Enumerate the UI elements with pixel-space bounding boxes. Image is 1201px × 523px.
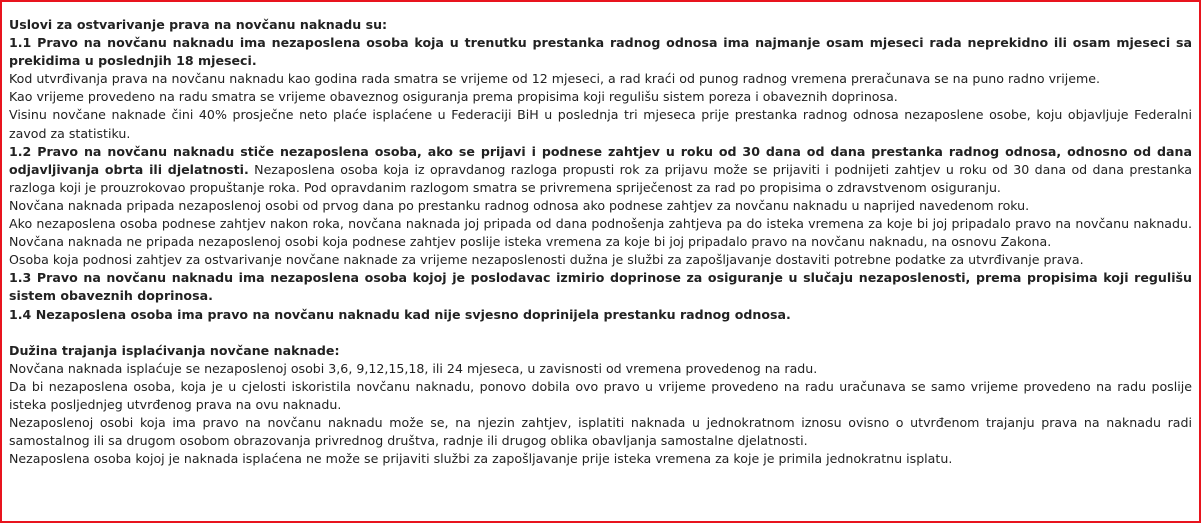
paragraph-required-data: Osoba koja podnosi zahtjev za ostvarivanje novčane naknade za vrijeme nezaposlenosti dužna je službi za zapošljavanje dostaviti potrebne podatke za utvrđivanje prava. bbox=[9, 252, 1084, 268]
condition-1-4: 1.4 Nezaposlena osoba ima pravo na novčanu naknadu kad nije svjesno doprinijela prestanku radnog odnosa. bbox=[9, 306, 791, 322]
condition-1-1: 1.1 Pravo na novčanu naknadu ima nezaposlena osoba koja u trenutku prestanka radnog odnosa ima najmanje osam mjeseci rada neprekidno ili osam mjeseci sa prekidima u poslednjih 18 mjeseci. bbox=[9, 35, 1192, 69]
paragraph-first-day: Novčana naknada pripada nezaposlenoj osobi od prvog dana po prestanku radnog odnosa ako podnese zahtjev za novčanu naknadu u naprijed navedenom roku. bbox=[9, 197, 1030, 213]
paragraph-lump-sum-restriction: Nezaposlena osoba kojoj je naknada isplaćena ne može se prijaviti službi za zapošljavanje prije isteka vremena za koje je primila jednokratnu isplatu. bbox=[9, 451, 953, 467]
paragraph-year-of-work: Kod utvrđivanja prava na novčanu naknadu kao godina rada smatra se vrijeme od 12 mjeseci, a rad kraći od punog radnog vremena preračunava se na puno radno vrijeme. bbox=[9, 71, 1100, 87]
paragraph-duration-months: Novčana naknada isplaćuje se nezaposlenoj osobi 3,6, 9,12,15,18, ili 24 mjeseca, u zavisnosti od vremena provedenog na radu. bbox=[9, 360, 818, 376]
paragraph-renewed-right: Da bi nezaposlena osoba, koja je u cjelosti iskoristila novčanu naknadu, ponovo dobila ovo pravo u vrijeme provedeno na radu uračunava se samo vrijeme provedeno na radu poslije isteka posljednjeg utvrđenog prava na ovu naknadu. bbox=[9, 378, 1192, 412]
document-body bbox=[9, 16, 1192, 468]
paragraph-insurance-time: Kao vrijeme provedeno na radu smatra se vrijeme obaveznog osiguranja prema propisima koji regulišu sistem poreza i obaveznih doprinosa. bbox=[9, 89, 898, 105]
condition-1-2-details: Nezaposlena osoba koja iz opravdanog razloga propusti rok za prijavu može se prijaviti i podnijeti zahtjev u roku od 30 dana od dana prestanka razloga koji je prouzrokovao propuštanje roka. Pod opravdanim razlogom smatra se privremena spriječenost za rad po propisima o zdravstvenom osiguranju. bbox=[9, 161, 1192, 195]
section-heading-conditions: Uslovi za ostvarivanje prava na novčanu naknadu su: bbox=[9, 17, 388, 32]
condition-1-2: 1.2 Pravo na novčanu naknadu stiče nezaposlena osoba, ako se prijavi i podnese zahtjev u roku od 30 dana od dana prestanka radnog odnosa, odnosno od dana odjavljivanja obrta ili djelatnosti. bbox=[9, 143, 1192, 177]
paragraph-late-request: Ako nezaposlena osoba podnese zahtjev nakon roka, novčana naknada joj pripada od dana podnošenja zahtjeva pa do isteka vremena za koje bi joj pripadalo pravo na novčanu naknadu. Novčana naknada ne pripada nezaposlenoj osobi koja podnese zahtjev poslije isteka vremena za koje bi joj pripadalo pravo na novčanu naknadu, na osnovu Zakona. bbox=[9, 216, 1192, 250]
paragraph-lump-sum: Nezaposlenoj osobi koja ima pravo na novčanu naknadu može se, na njezin zahtjev, isplatiti naknada u jednokratnom iznosu ovisno o utvrđenom trajanju prava na naknadu radi samostalnog ili sa drugom osobom obrazovanja privrednog društva, radnje ili drugog oblika obavljanja samostalne djelatnosti. bbox=[9, 415, 1192, 449]
section-heading-duration: Dužina trajanja isplaćivanja novčane naknade: bbox=[9, 342, 340, 358]
paragraph-benefit-amount: Visinu novčane naknade čini 40% prosječne neto plaće isplaćene u Federaciji BiH u poslednja tri mjeseca prije prestanka radnog odnosa nezaposlene osobe, koju objavljuje Federalni zavod za statistiku. bbox=[9, 107, 1192, 141]
section-spacer bbox=[9, 324, 1192, 342]
condition-1-3: 1.3 Pravo na novčanu naknadu ima nezaposlena osoba kojoj je poslodavac izmirio doprinose za osiguranje u slučaju nezaposlenosti, prema propisima koji regulišu sistem obaveznih doprinosa. bbox=[9, 270, 1192, 304]
condition-1-2-paragraph bbox=[9, 143, 1192, 197]
